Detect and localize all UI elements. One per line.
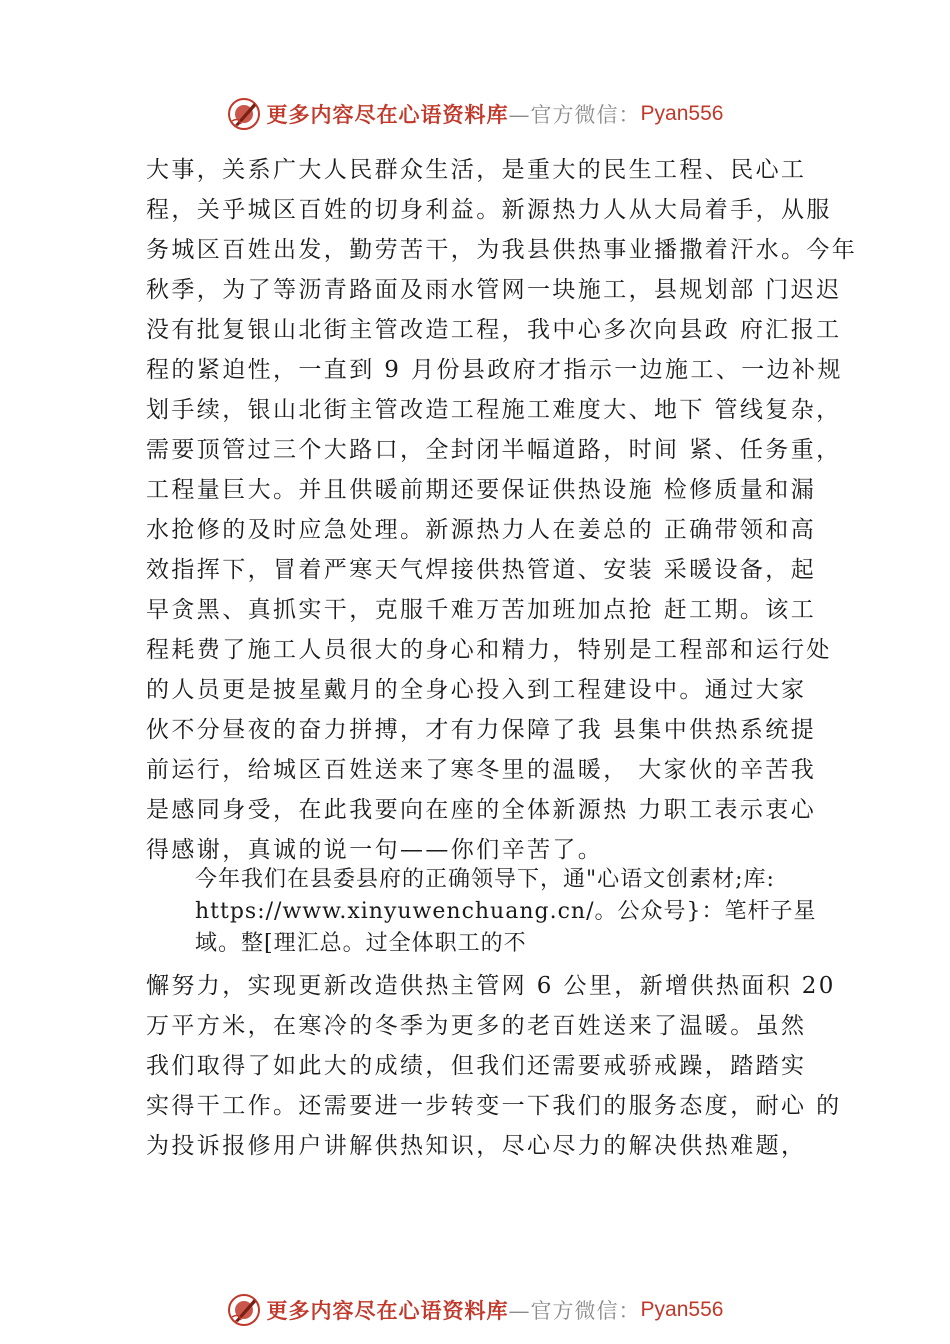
body-line: 程，关乎城区百姓的切身利益。新源热力人从大局着手，从服 bbox=[146, 197, 832, 223]
banner-wechat-label: —官方微信： bbox=[508, 1299, 641, 1323]
note-line: https://www.xinyuwenchuang.cn/。公众号}：笔杆子星 bbox=[195, 899, 817, 924]
body-text-block-2 bbox=[146, 966, 846, 1166]
banner-wechat-id: Pyan556 bbox=[640, 1298, 724, 1321]
body-line: 是感同身受，在此我要向在座的全体新源热 力职工表示衷心 bbox=[146, 797, 817, 823]
inserted-note-block bbox=[195, 864, 855, 960]
note-line: 今年我们在县委县府的正确领导下，通"心语文创素材;库: bbox=[195, 867, 775, 892]
body-line: 程耗费了施工人员很大的身心和精力，特别是工程部和运行处 bbox=[146, 637, 832, 663]
quill-logo-icon bbox=[227, 97, 261, 131]
body-line: 为投诉报修用户讲解供热知识，尽心尽力的解决供热难题， bbox=[146, 1133, 807, 1159]
body-text-block bbox=[146, 150, 858, 870]
body-line: 程的紧迫性，一直到 9 月份县政府才指示一边施工、一边补规 bbox=[146, 357, 843, 383]
body-line: 效指挥下，冒着严寒天气焊接供热管道、安装 采暖设备，起 bbox=[146, 557, 817, 583]
body-line: 前运行，给城区百姓送来了寒冬里的温暖， 大家伙的辛苦我 bbox=[146, 757, 817, 783]
body-line: 伙不分昼夜的奋力拼搏，才有力保障了我 县集中供热系统提 bbox=[146, 717, 817, 743]
banner-wechat-label: —官方微信： bbox=[508, 103, 641, 127]
banner-title: 更多内容尽在心语资料库 bbox=[266, 1298, 509, 1323]
note-line: 域。整[理汇总。过全体职工的不 bbox=[195, 931, 527, 956]
body-line: 早贪黑、真抓实干，克服千难万苦加班加点抢 赶工期。该工 bbox=[146, 597, 817, 623]
body-line: 需要顶管过三个大路口，全封闭半幅道路，时间 紧、任务重， bbox=[146, 437, 842, 463]
body-line: 工程量巨大。并且供暖前期还要保证供热设施 检修质量和漏 bbox=[146, 477, 817, 503]
quill-logo-icon bbox=[227, 1293, 261, 1327]
body-line: 的人员更是披星戴月的全身心投入到工程建设中。通过大家 bbox=[146, 677, 807, 703]
body-line: 水抢修的及时应急处理。新源热力人在姜总的 正确带领和高 bbox=[146, 517, 817, 543]
footer-banner bbox=[0, 1290, 950, 1330]
body-line: 我们取得了如此大的成绩，但我们还需要戒骄戒躁，踏踏实 bbox=[146, 1053, 807, 1079]
body-line: 得感谢，真诚的说一句——你们辛苦了。 bbox=[146, 837, 604, 863]
body-line: 万平方米，在寒冷的冬季为更多的老百姓送来了温暖。虽然 bbox=[146, 1013, 807, 1039]
body-line: 大事，关系广大人民群众生活，是重大的民生工程、民心工 bbox=[146, 157, 807, 183]
body-line: 秋季，为了等沥青路面及雨水管网一块施工，县规划部 门迟迟 bbox=[146, 277, 842, 303]
body-line: 懈努力，实现更新改造供热主管网 6 公里，新增供热面积 20 bbox=[146, 973, 836, 999]
body-line: 务城区百姓出发，勤劳苦干，为我县供热事业播撒着汗水。今年 bbox=[146, 237, 858, 263]
body-line: 划手续，银山北街主管改造工程施工难度大、地下 管线复杂， bbox=[146, 397, 842, 423]
body-line: 没有批复银山北街主管改造工程，我中心多次向县政 府汇报工 bbox=[146, 317, 842, 343]
banner-title: 更多内容尽在心语资料库 bbox=[266, 102, 509, 127]
header-banner bbox=[0, 94, 950, 134]
banner-wechat-id: Pyan556 bbox=[640, 102, 724, 125]
body-line: 实得干工作。还需要进一步转变一下我们的服务态度，耐心 的 bbox=[146, 1093, 842, 1119]
